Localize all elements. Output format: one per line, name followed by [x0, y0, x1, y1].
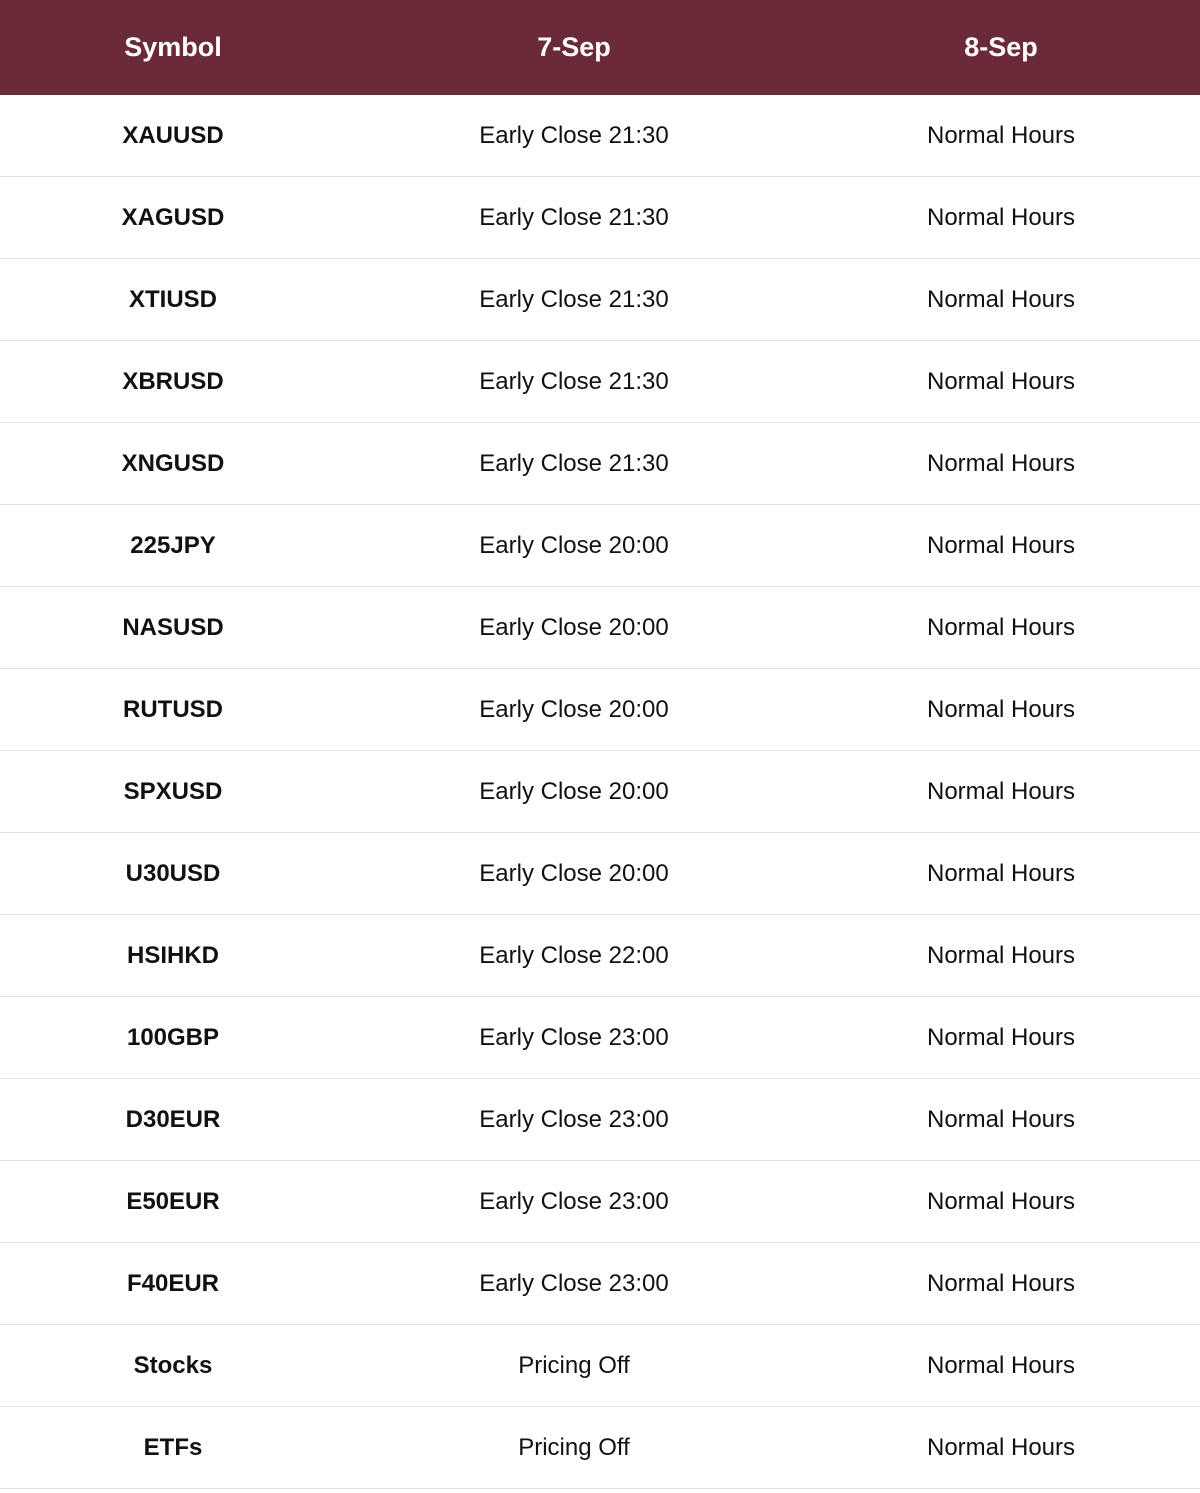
table-row — [0, 177, 1200, 259]
cell-date-2: Normal Hours — [926, 367, 1076, 395]
cell-symbol: U30USD — [125, 859, 221, 887]
cell-date-1: Early Close 20:00 — [479, 859, 669, 887]
header-date-2: 8-Sep — [964, 32, 1038, 62]
header-symbol: Symbol — [124, 32, 222, 62]
table-row — [0, 505, 1200, 587]
cell-date-2: Normal Hours — [926, 203, 1076, 231]
header-date-1: 7-Sep — [537, 32, 611, 62]
cell-date-1: Early Close 23:00 — [479, 1187, 669, 1215]
cell-symbol: XTIUSD — [128, 285, 217, 313]
cell-date-2: Normal Hours — [926, 1187, 1076, 1215]
cell-symbol: Stocks — [133, 1351, 213, 1379]
cell-symbol: HSIHKD — [126, 941, 219, 969]
cell-symbol: D30EUR — [125, 1105, 221, 1133]
cell-symbol: XNGUSD — [121, 449, 225, 477]
cell-date-1: Early Close 20:00 — [479, 695, 669, 723]
cell-symbol: 225JPY — [130, 531, 216, 559]
table-body — [0, 95, 1200, 1489]
table-row — [0, 95, 1200, 177]
cell-symbol: ETFs — [143, 1433, 203, 1461]
cell-symbol: 100GBP — [126, 1023, 220, 1051]
cell-symbol: XBRUSD — [122, 367, 224, 395]
cell-date-1: Early Close 20:00 — [479, 613, 669, 641]
cell-date-2: Normal Hours — [926, 531, 1076, 559]
table-row — [0, 751, 1200, 833]
cell-date-1: Early Close 21:30 — [479, 203, 669, 231]
cell-symbol: SPXUSD — [123, 777, 223, 805]
table-row — [0, 341, 1200, 423]
cell-symbol: XAGUSD — [121, 203, 225, 231]
cell-date-2: Normal Hours — [926, 695, 1076, 723]
cell-date-1: Early Close 20:00 — [479, 531, 669, 559]
table-header — [0, 0, 1200, 95]
cell-symbol: E50EUR — [126, 1187, 220, 1215]
table-row — [0, 997, 1200, 1079]
cell-symbol: F40EUR — [126, 1269, 220, 1297]
cell-date-2: Normal Hours — [926, 859, 1076, 887]
cell-date-1: Early Close 23:00 — [479, 1269, 669, 1297]
cell-date-2: Normal Hours — [926, 1269, 1076, 1297]
cell-date-1: Early Close 21:30 — [479, 121, 669, 149]
table-row — [0, 1325, 1200, 1407]
cell-date-2: Normal Hours — [926, 1105, 1076, 1133]
cell-date-1: Pricing Off — [518, 1351, 630, 1379]
cell-date-1: Early Close 21:30 — [479, 285, 669, 313]
cell-date-2: Normal Hours — [926, 285, 1076, 313]
table-row — [0, 1079, 1200, 1161]
cell-date-2: Normal Hours — [926, 1351, 1076, 1379]
table-row — [0, 587, 1200, 669]
cell-symbol: XAUUSD — [122, 121, 224, 149]
table-row — [0, 423, 1200, 505]
cell-date-1: Early Close 21:30 — [479, 367, 669, 395]
cell-symbol: RUTUSD — [123, 695, 223, 723]
cell-date-2: Normal Hours — [926, 941, 1076, 969]
table-row — [0, 259, 1200, 341]
cell-date-2: Normal Hours — [926, 449, 1076, 477]
table-row — [0, 1243, 1200, 1325]
cell-date-1: Early Close 22:00 — [479, 941, 669, 969]
cell-symbol: NASUSD — [122, 613, 224, 641]
table-row — [0, 1407, 1200, 1489]
cell-date-2: Normal Hours — [926, 1023, 1076, 1051]
cell-date-1: Pricing Off — [518, 1433, 630, 1461]
cell-date-1: Early Close 23:00 — [479, 1023, 669, 1051]
cell-date-1: Early Close 20:00 — [479, 777, 669, 805]
table-row — [0, 1161, 1200, 1243]
cell-date-2: Normal Hours — [926, 1433, 1076, 1461]
cell-date-1: Early Close 21:30 — [479, 449, 669, 477]
table-row — [0, 915, 1200, 997]
cell-date-2: Normal Hours — [926, 121, 1076, 149]
cell-date-2: Normal Hours — [926, 613, 1076, 641]
cell-date-1: Early Close 23:00 — [479, 1105, 669, 1133]
table-row — [0, 669, 1200, 751]
cell-date-2: Normal Hours — [926, 777, 1076, 805]
table-row — [0, 833, 1200, 915]
